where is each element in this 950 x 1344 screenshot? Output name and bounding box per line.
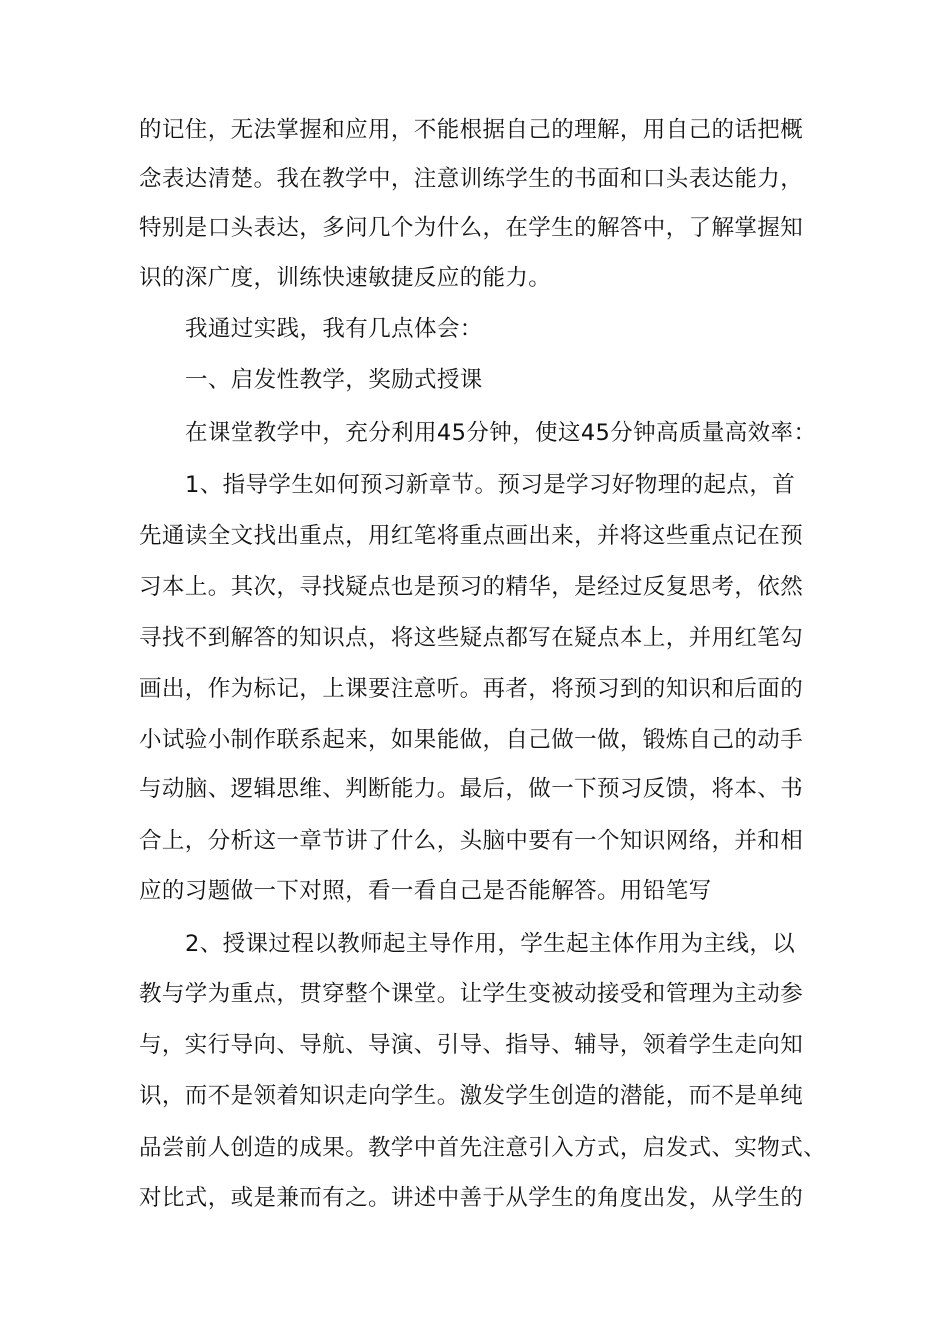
- text-line: 我通过实践，我有几点体会：: [185, 316, 483, 342]
- section-heading: 一、启发性教学，奖励式授课: [185, 367, 483, 393]
- text-line: 的记住，无法掌握和应用，不能根据自己的理解，用自己的话把概: [139, 117, 804, 143]
- text-line: 寻找不到解答的知识点，将这些疑点都写在疑点本上，并用红笔勾: [139, 625, 804, 651]
- text-line: 先通读全文找出重点，用红笔将重点画出来，并将这些重点记在预: [139, 523, 804, 549]
- text-line: 识，而不是领着知识走向学生。激发学生创造的潜能，而不是单纯: [139, 1083, 804, 1109]
- text-line: 应的习题做一下对照，看一看自己是否能解答。用铅笔写: [139, 878, 712, 904]
- text-line: 对比式，或是兼而有之。讲述中善于从学生的角度出发，从学生的: [139, 1185, 804, 1211]
- text-line: 合上，分析这一章节讲了什么，头脑中要有一个知识网络，并和相: [139, 828, 804, 854]
- text-line: 在课堂教学中，充分利用45分钟，使这45分钟高质量高效率：: [185, 420, 817, 446]
- text-line: 念表达清楚。我在教学中，注意训练学生的书面和口头表达能力，: [139, 166, 804, 192]
- text-line: 教与学为重点，贯穿整个课堂。让学生变被动接受和管理为主动参: [139, 981, 804, 1007]
- text-line: 品尝前人创造的成果。教学中首先注意引入方式，启发式、实物式、: [139, 1135, 827, 1161]
- text-line: 与动脑、逻辑思维、判断能力。最后，做一下预习反馈，将本、书: [139, 776, 804, 802]
- text-line: 识的深广度，训练快速敏捷反应的能力。: [139, 265, 552, 291]
- text-line: 画出，作为标记，上课要注意听。再者，将预习到的知识和后面的: [139, 676, 804, 702]
- text-line: 1、指导学生如何预习新章节。预习是学习好物理的起点，首: [185, 472, 796, 498]
- text-line: 与，实行导向、导航、导演、引导、指导、辅导，领着学生走向知: [139, 1032, 804, 1058]
- text-line: 习本上。其次，寻找疑点也是预习的精华，是经过反复思考，依然: [139, 574, 804, 600]
- text-line: 2、授课过程以教师起主导作用，学生起主体作用为主线，以: [185, 931, 796, 957]
- text-line: 特别是口头表达，多问几个为什么，在学生的解答中，了解掌握知: [139, 215, 804, 241]
- text-line: 小试验小制作联系起来，如果能做，自己做一做，锻炼自己的动手: [139, 727, 804, 753]
